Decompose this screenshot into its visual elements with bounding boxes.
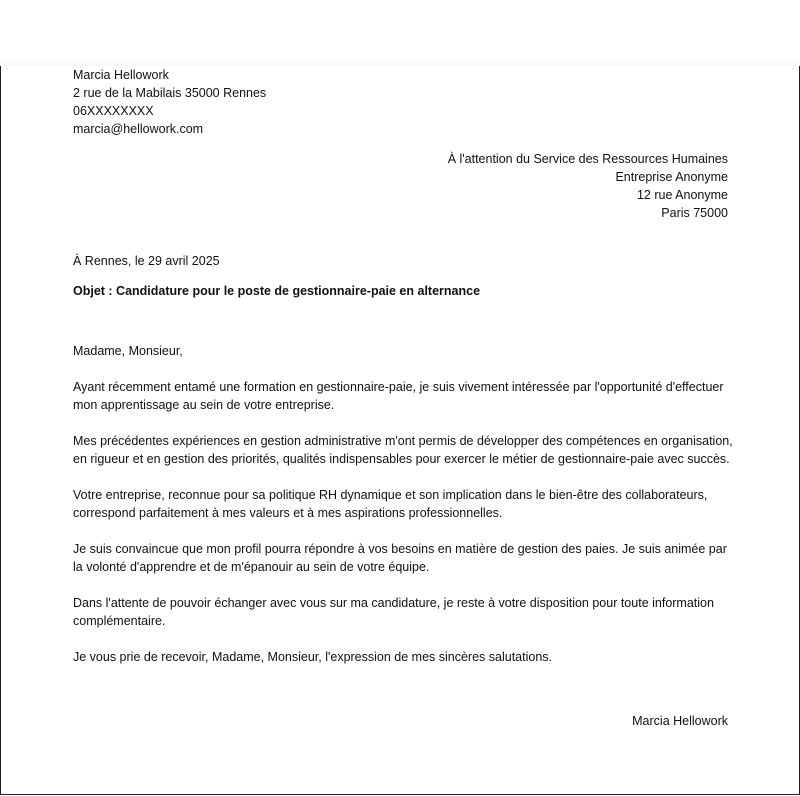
subject-line: Objet : Candidature pour le poste de gestionnaire-paie en alternance bbox=[73, 284, 481, 298]
date-line: À Rennes, le 29 avril 2025 bbox=[73, 254, 220, 268]
sender-phone: 06XXXXXXXX bbox=[73, 104, 154, 118]
recipient-block bbox=[448, 150, 728, 222]
salutation: Madame, Monsieur, bbox=[73, 344, 183, 358]
sender-block bbox=[73, 66, 266, 138]
sender-name: Marcia Hellowork bbox=[73, 68, 169, 82]
paragraph-3: Votre entreprise, reconnue pour sa politique RH dynamique et son implication dans le bien-être des collaborateurs, correspond parfaitement à mes valeurs et à mes aspirations professionnelles. bbox=[73, 488, 708, 520]
paragraph-4: Je suis convaincue que mon profil pourra répondre à vos besoins en matière de gestion des paies. Je suis animée par la volonté d'apprendre et de m'épanouir au sein de votre équipe. bbox=[73, 542, 727, 574]
recipient-city: Paris 75000 bbox=[661, 206, 728, 220]
signature: Marcia Hellowork bbox=[632, 714, 728, 728]
sender-email: marcia@hellowork.com bbox=[73, 122, 204, 136]
letter-body bbox=[73, 342, 733, 684]
sender-address: 2 rue de la Mabilais 35000 Rennes bbox=[73, 86, 267, 100]
paragraph-1: Ayant récemment entamé une formation en gestionnaire-paie, je suis vivement intéressée par l'opportunité d'effectuer mon apprentissage au sein de votre entreprise. bbox=[73, 380, 724, 412]
closing-paragraph: Je vous prie de recevoir, Madame, Monsieur, l'expression de mes sincères salutations. bbox=[73, 650, 553, 664]
top-band bbox=[0, 0, 800, 66]
recipient-company: Entreprise Anonyme bbox=[615, 170, 728, 184]
letter-page bbox=[0, 66, 800, 795]
recipient-attention: À l'attention du Service des Ressources Humaines bbox=[447, 152, 728, 166]
paragraph-5: Dans l'attente de pouvoir échanger avec vous sur ma candidature, je reste à votre disposition pour toute information complémentaire. bbox=[73, 596, 714, 628]
recipient-street: 12 rue Anonyme bbox=[636, 188, 728, 202]
paragraph-2: Mes précédentes expériences en gestion administrative m'ont permis de développer des compétences en organisation, en rigueur et en gestion des priorités, qualités indispensables pour exercer le métier de gestionnaire-paie avec succès. bbox=[73, 434, 733, 466]
